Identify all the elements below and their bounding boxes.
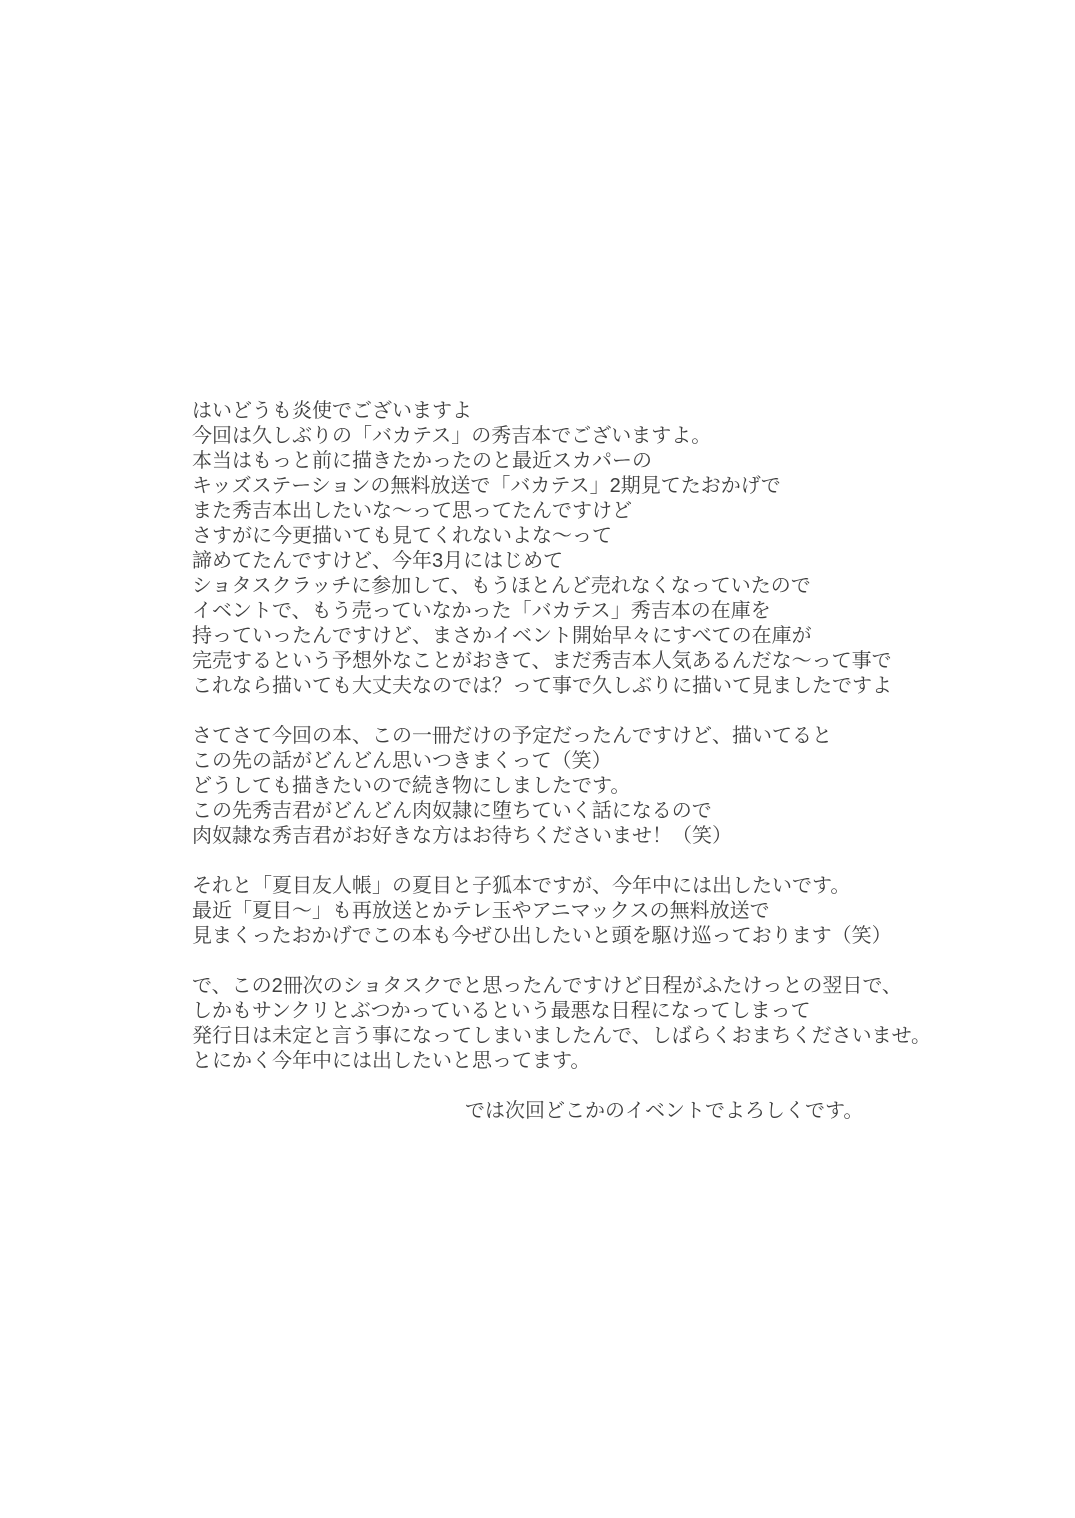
text-line: 完売するという予想外なことがおきて、まだ秀吉本人気あるんだな～って事で	[192, 650, 892, 672]
text-line: さすがに今更描いても見てくれないよな～って	[192, 525, 612, 547]
text-line: 本当はもっと前に描きたかったのと最近スカパーの	[192, 450, 652, 472]
text-line: とにかく今年中には出したいと思ってます。	[192, 1050, 591, 1072]
paragraph-schedule	[192, 974, 952, 1074]
text-line: それと「夏目友人帳」の夏目と子狐本ですが、今年中には出したいです。	[192, 875, 851, 897]
text-line: この先の話がどんどん思いつきまくって（笑）	[192, 750, 612, 772]
text-line: で、この2冊次のショタスクでと思ったんですけど日程がふたけっとの翌日で、	[192, 975, 902, 997]
text-line: 発行日は未定と言う事になってしまいましたんで、しばらくおまちくださいませ。	[192, 1025, 931, 1047]
paragraph-this-book	[192, 724, 952, 849]
text-line: 最近「夏目～」も再放送とかテレ玉やアニマックスの無料放送で	[192, 900, 770, 922]
afterword-text	[192, 399, 952, 1124]
text-line: どうしても描きたいので続き物にしましたです。	[192, 775, 631, 797]
text-line: また秀吉本出したいな～って思ってたんですけど	[192, 500, 632, 522]
text-line: はいどうも炎使でございますよ	[192, 400, 472, 422]
text-line: 諦めてたんですけど、今年3月にはじめて	[192, 550, 564, 572]
text-line: イベントで、もう売っていなかった「バカテス」秀吉本の在庫を	[192, 600, 771, 622]
paragraph-intro	[192, 399, 952, 699]
text-line: 肉奴隷な秀吉君がお好きな方はお待ちくださいませ！（笑）	[192, 825, 732, 847]
text-line: さてさて今回の本、この一冊だけの予定だったんですけど、描いてると	[192, 725, 832, 747]
text-line: これなら描いても大丈夫なのでは？って事で久しぶりに描いて見ましたですよ	[192, 675, 892, 697]
text-line: ショタスクラッチに参加して、もうほとんど売れなくなっていたので	[192, 575, 811, 597]
closing-line: では次回どこかのイベントでよろしくです。	[465, 1100, 864, 1122]
text-line: 持っていったんですけど、まさかイベント開始早々にすべての在庫が	[192, 625, 812, 647]
text-line: 今回は久しぶりの「バカテス」の秀吉本でございますよ。	[192, 425, 712, 447]
paragraph-natsume	[192, 874, 952, 949]
text-line: しかもサンクリとぶつかっているという最悪な日程になってしまって	[192, 1000, 811, 1022]
text-line: この先秀吉君がどんどん肉奴隷に堕ちていく話になるので	[192, 800, 712, 822]
text-line: 見まくったおかげでこの本も今ぜひ出したいと頭を駆け巡っております（笑）	[192, 925, 892, 947]
text-line: キッズステーションの無料放送で「バカテス」2期見てたおかげで	[192, 475, 781, 497]
